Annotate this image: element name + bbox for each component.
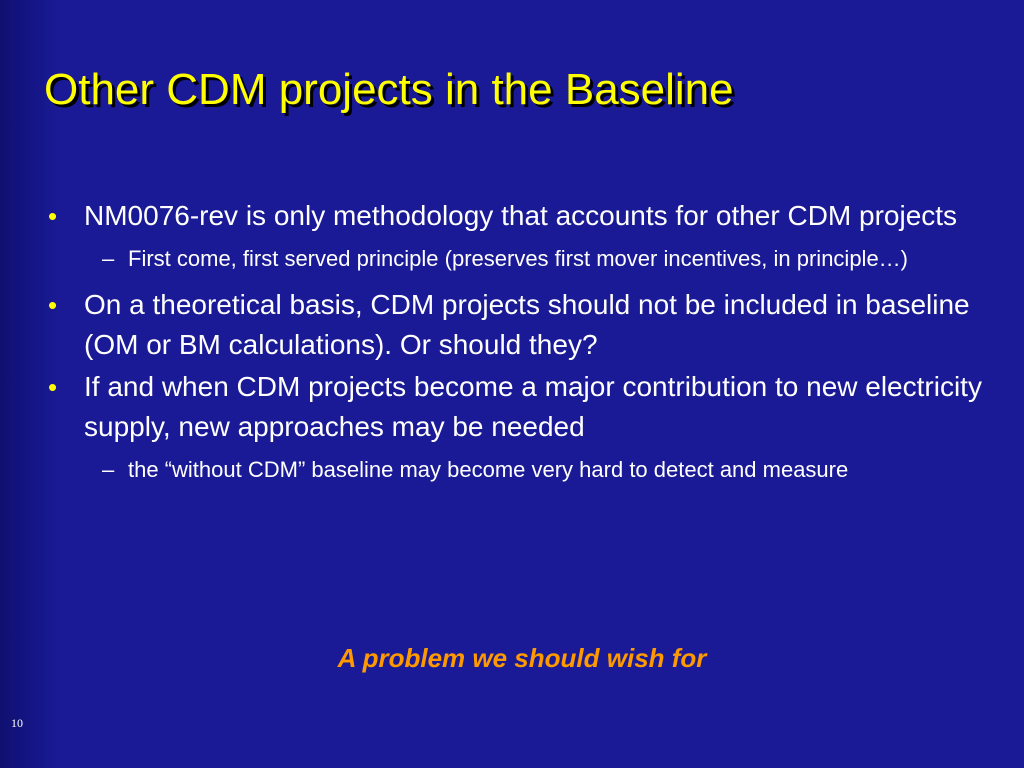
- slide-title: Other CDM projects in the Baseline: [44, 65, 734, 114]
- dash-icon: –: [102, 457, 115, 482]
- bullet-text: On a theoretical basis, CDM projects should not be included in baseline (OM or BM calculations). Or should they?: [84, 289, 970, 360]
- sub-bullet-text: the “without CDM” baseline may become very hard to detect and measure: [128, 457, 849, 482]
- bullet-list: [48, 196, 998, 496]
- bullet-icon: •: [48, 372, 58, 402]
- bullet-item: [48, 285, 998, 365]
- tagline: A problem we should wish for: [337, 643, 707, 673]
- bullet-item: [48, 196, 998, 236]
- bullet-text: NM0076-rev is only methodology that accounts for other CDM projects: [84, 200, 958, 231]
- sub-bullet-item: [48, 242, 998, 275]
- dash-icon: –: [102, 246, 115, 271]
- bullet-icon: •: [48, 290, 58, 320]
- sub-bullet-item: [48, 453, 998, 486]
- bullet-item: [48, 367, 998, 447]
- sub-bullet-text: First come, first served principle (preserves first mover incentives, in principle…): [128, 246, 909, 271]
- bullet-text: If and when CDM projects become a major contribution to new electricity supply, new approaches may be needed: [84, 371, 982, 442]
- bullet-icon: •: [48, 201, 58, 231]
- slide-number: 10: [11, 716, 23, 730]
